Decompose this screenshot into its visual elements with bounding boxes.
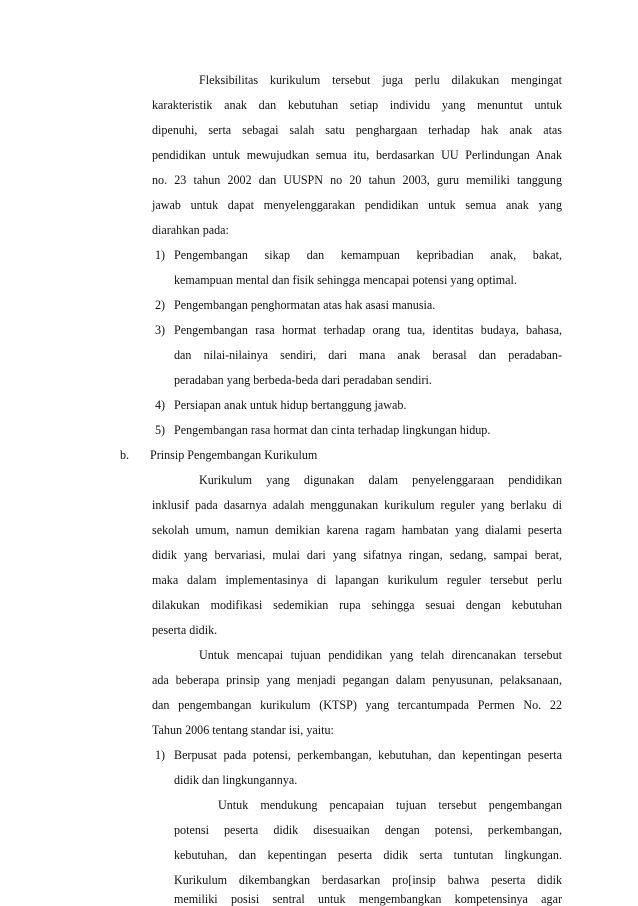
text-line: dan pengembangan kurikulum (KTSP) yang tercantumpada Permen No. 22 (152, 698, 562, 712)
text-line: dan nilai-nilainya sendiri, dari mana anak berasal dan peradaban- (174, 348, 562, 362)
text-line: didik yang bervariasi, mulai dari yang sifatnya ringan, sedang, sampai berat, (152, 548, 562, 562)
list-number: 4) (155, 398, 166, 412)
text-line: Pengembangan rasa hormat dan cinta terhadap lingkungan hidup. (174, 423, 491, 437)
text-line: peserta didik. (152, 623, 218, 637)
text-line: peradaban yang berbeda-beda dari peradaban sendiri. (174, 373, 432, 387)
text-line: didik dan lingkungannya. (174, 773, 298, 787)
text-line: Tahun 2006 tentang standar isi, yaitu: (152, 723, 334, 737)
text-line: Untuk mencapai tujuan pendidikan yang telah direncanakan tersebut (199, 648, 562, 662)
list-number: 1) (155, 748, 166, 762)
text-line: Untuk mendukung pencapaian tujuan tersebut pengembangan (218, 798, 562, 812)
text-line: dipenuhi, serta sebagai salah satu penghargaan terhadap hak anak atas (152, 123, 562, 137)
text-line: Fleksibilitas kurikulum tersebut juga perlu dilakukan mengingat (199, 73, 562, 87)
text-line: inklusif pada dasarnya adalah menggunakan kurikulum reguler yang berlaku di (152, 498, 562, 512)
text-line: Pengembangan penghormatan atas hak asasi manusia. (174, 298, 436, 312)
text-line: maka dalam implementasinya di lapangan kurikulum reguler tersebut perlu (152, 573, 562, 587)
text-line: dilakukan modifikasi sedemikian rupa sehingga sesuai dengan kebutuhan (152, 598, 562, 612)
text-line: Kurikulum yang digunakan dalam penyelenggaraan pendidikan (199, 473, 562, 487)
list-number: 1) (155, 248, 166, 262)
text-line: potensi peserta didik disesuaikan dengan potensi, perkembangan, (174, 823, 562, 837)
list-number: 2) (155, 298, 166, 312)
text-line: ada beberapa prinsip yang menjadi pegangan dalam penyusunan, pelaksanaan, (152, 673, 562, 687)
text-line: Pengembangan rasa hormat terhadap orang tua, identitas budaya, bahasa, (174, 323, 562, 337)
text-line: no. 23 tahun 2002 dan UUSPN no 20 tahun 2003, guru memiliki tanggung (152, 173, 562, 187)
text-line: jawab untuk dapat menyelenggarakan pendidikan untuk semua anak yang (152, 198, 562, 212)
text-line: Berpusat pada potensi, perkembangan, kebutuhan, dan kepentingan peserta (174, 748, 562, 762)
text-line: kemampuan mental dan fisik sehingga mencapai potensi yang optimal. (174, 273, 517, 287)
list-number: 5) (155, 423, 166, 437)
text-line: diarahkan pada: (152, 223, 229, 237)
section-title: Prinsip Pengembangan Kurikulum (150, 448, 318, 462)
section-label: b. (120, 448, 130, 462)
text-line: karakteristik anak dan kebutuhan setiap individu yang menuntut untuk (152, 98, 562, 112)
text-line: pendidikan untuk mewujudkan semua itu, berdasarkan UU Perlindungan Anak (152, 148, 562, 162)
text-line: Persiapan anak untuk hidup bertanggung jawab. (174, 398, 407, 412)
text-line: memiliki posisi sentral untuk mengembangkan kompetensinya agar (174, 892, 562, 906)
text-line: sekolah umum, namun demikian karena ragam hambatan yang dialami peserta (152, 523, 562, 537)
text-line: Kurikulum dikembangkan berdasarkan pro[insip bahwa peserta didik (174, 873, 562, 887)
text-line: Pengembangan sikap dan kemampuan kepribadian anak, bakat, (174, 248, 562, 262)
list-number: 3) (155, 323, 166, 337)
text-line: kebutuhan, dan kepentingan peserta didik serta tuntutan lingkungan. (174, 848, 562, 862)
